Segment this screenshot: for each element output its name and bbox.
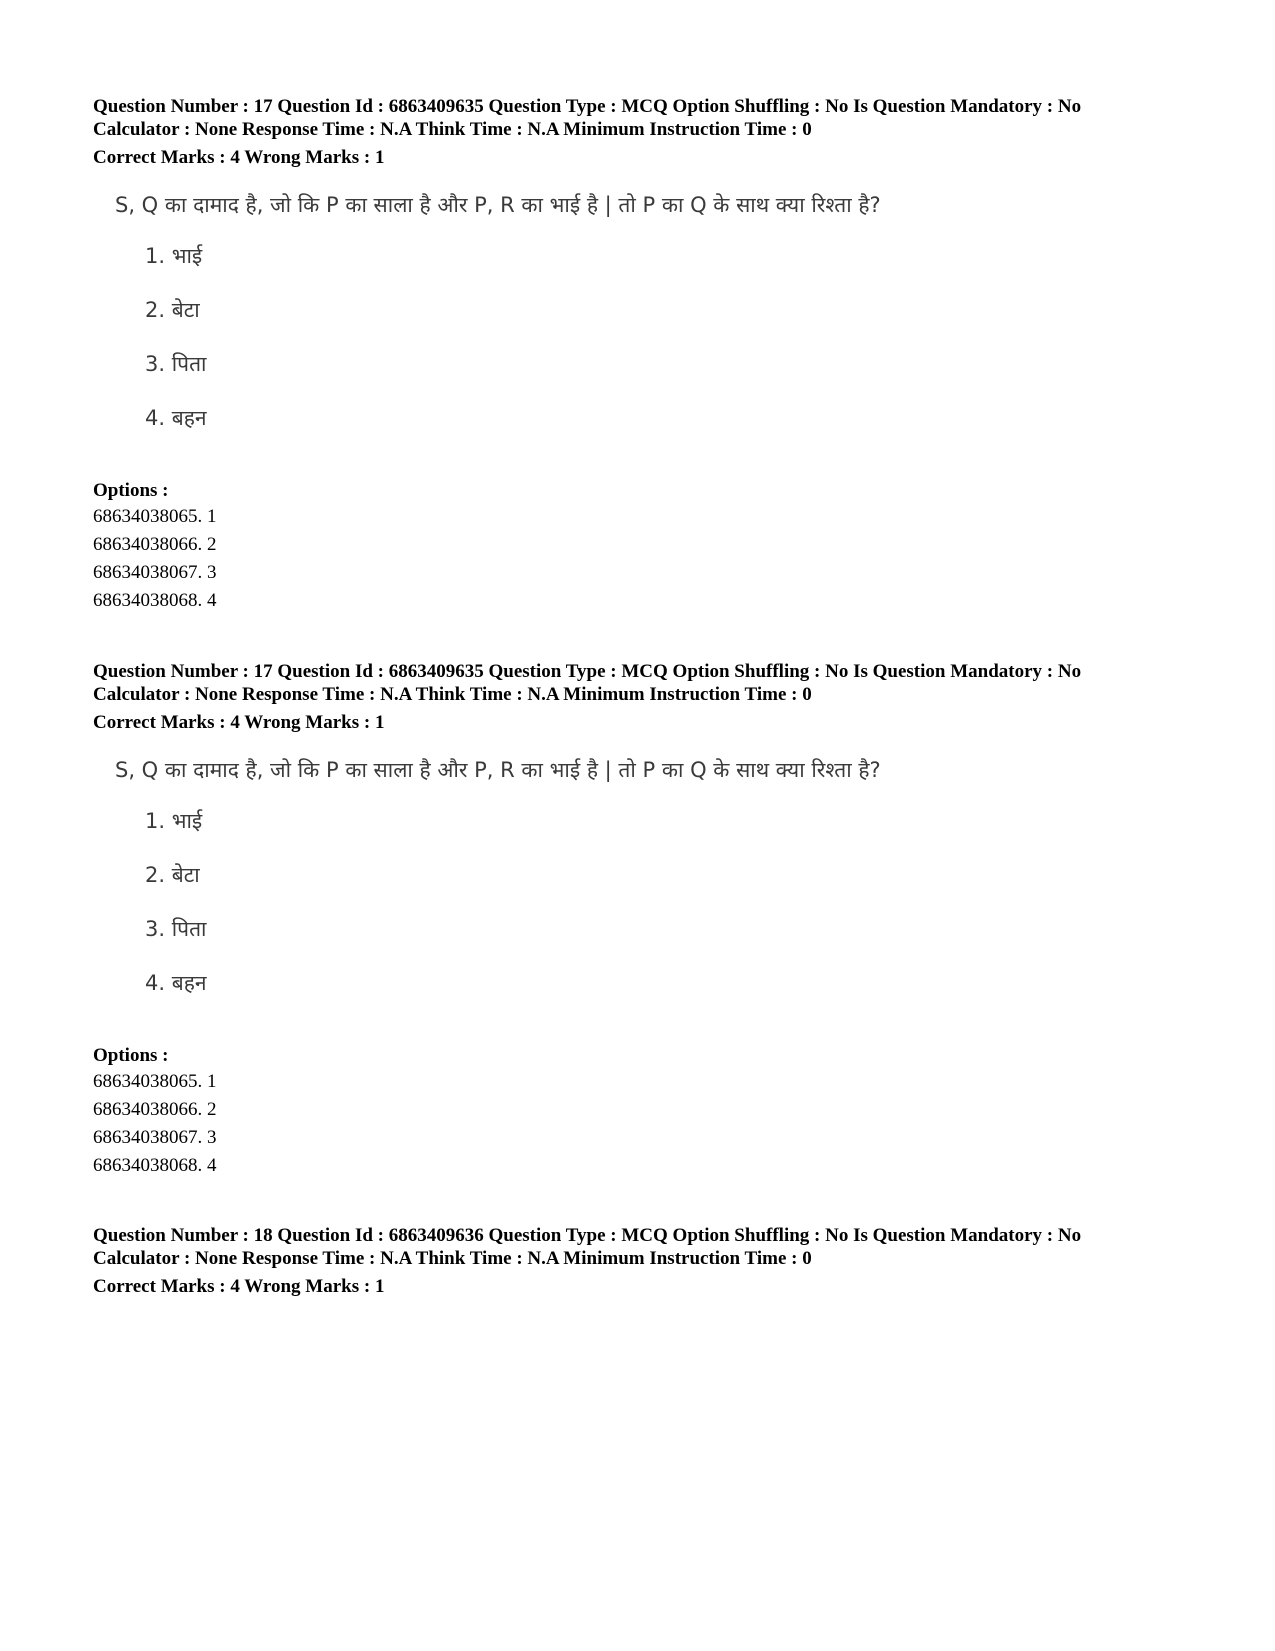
question-header-line2: Calculator : None Response Time : N.A Think Time : N.A Minimum Instruction Time : 0: [93, 684, 812, 705]
question-block: [93, 660, 1213, 1180]
question-text: S, Q का दामाद है, जो कि P का साला है और P, R का भाई है | तो P का Q के साथ क्या रिश्ता है?: [115, 758, 881, 782]
option-id: 68634038065. 1: [93, 506, 217, 527]
question-image: [115, 754, 1213, 1044]
question-header-line1: Question Number : 17 Question Id : 6863409635 Question Type : MCQ Option Shuffling : No Is Question Mandatory : No: [93, 96, 1082, 117]
question-header-line1: Question Number : 18 Question Id : 6863409636 Question Type : MCQ Option Shuffling : No Is Question Mandatory : No: [93, 1225, 1082, 1246]
question-marks: Correct Marks : 4 Wrong Marks : 1: [93, 712, 385, 733]
choice-3: 3. पिता: [145, 917, 207, 941]
option-id: 68634038067. 3: [93, 562, 217, 583]
choice-4: 4. बहन: [145, 406, 207, 430]
question-header-line2: Calculator : None Response Time : N.A Think Time : N.A Minimum Instruction Time : 0: [93, 119, 812, 140]
choice-1: 1. भाई: [145, 809, 203, 833]
question-image: [115, 189, 1213, 479]
options-label: Options :: [93, 1045, 169, 1066]
choice-3: 3. पिता: [145, 352, 207, 376]
choice-2: 2. बेटा: [145, 863, 200, 887]
option-id: 68634038065. 1: [93, 1071, 217, 1092]
question-block: [93, 95, 1213, 615]
choice-2: 2. बेटा: [145, 298, 200, 322]
question-header-line2: Calculator : None Response Time : N.A Think Time : N.A Minimum Instruction Time : 0: [93, 1248, 812, 1269]
option-id: 68634038068. 4: [93, 1155, 217, 1176]
question-block: [93, 1224, 1213, 1298]
question-header-line1: Question Number : 17 Question Id : 6863409635 Question Type : MCQ Option Shuffling : No Is Question Mandatory : No: [93, 661, 1082, 682]
question-text: S, Q का दामाद है, जो कि P का साला है और P, R का भाई है | तो P का Q के साथ क्या रिश्ता है?: [115, 193, 881, 217]
options-label: Options :: [93, 480, 169, 501]
choice-4: 4. बहन: [145, 971, 207, 995]
option-id: 68634038066. 2: [93, 1099, 217, 1120]
question-marks: Correct Marks : 4 Wrong Marks : 1: [93, 147, 385, 168]
choice-1: 1. भाई: [145, 244, 203, 268]
question-marks: Correct Marks : 4 Wrong Marks : 1: [93, 1276, 385, 1297]
option-id: 68634038067. 3: [93, 1127, 217, 1148]
option-id: 68634038068. 4: [93, 590, 217, 611]
option-id: 68634038066. 2: [93, 534, 217, 555]
